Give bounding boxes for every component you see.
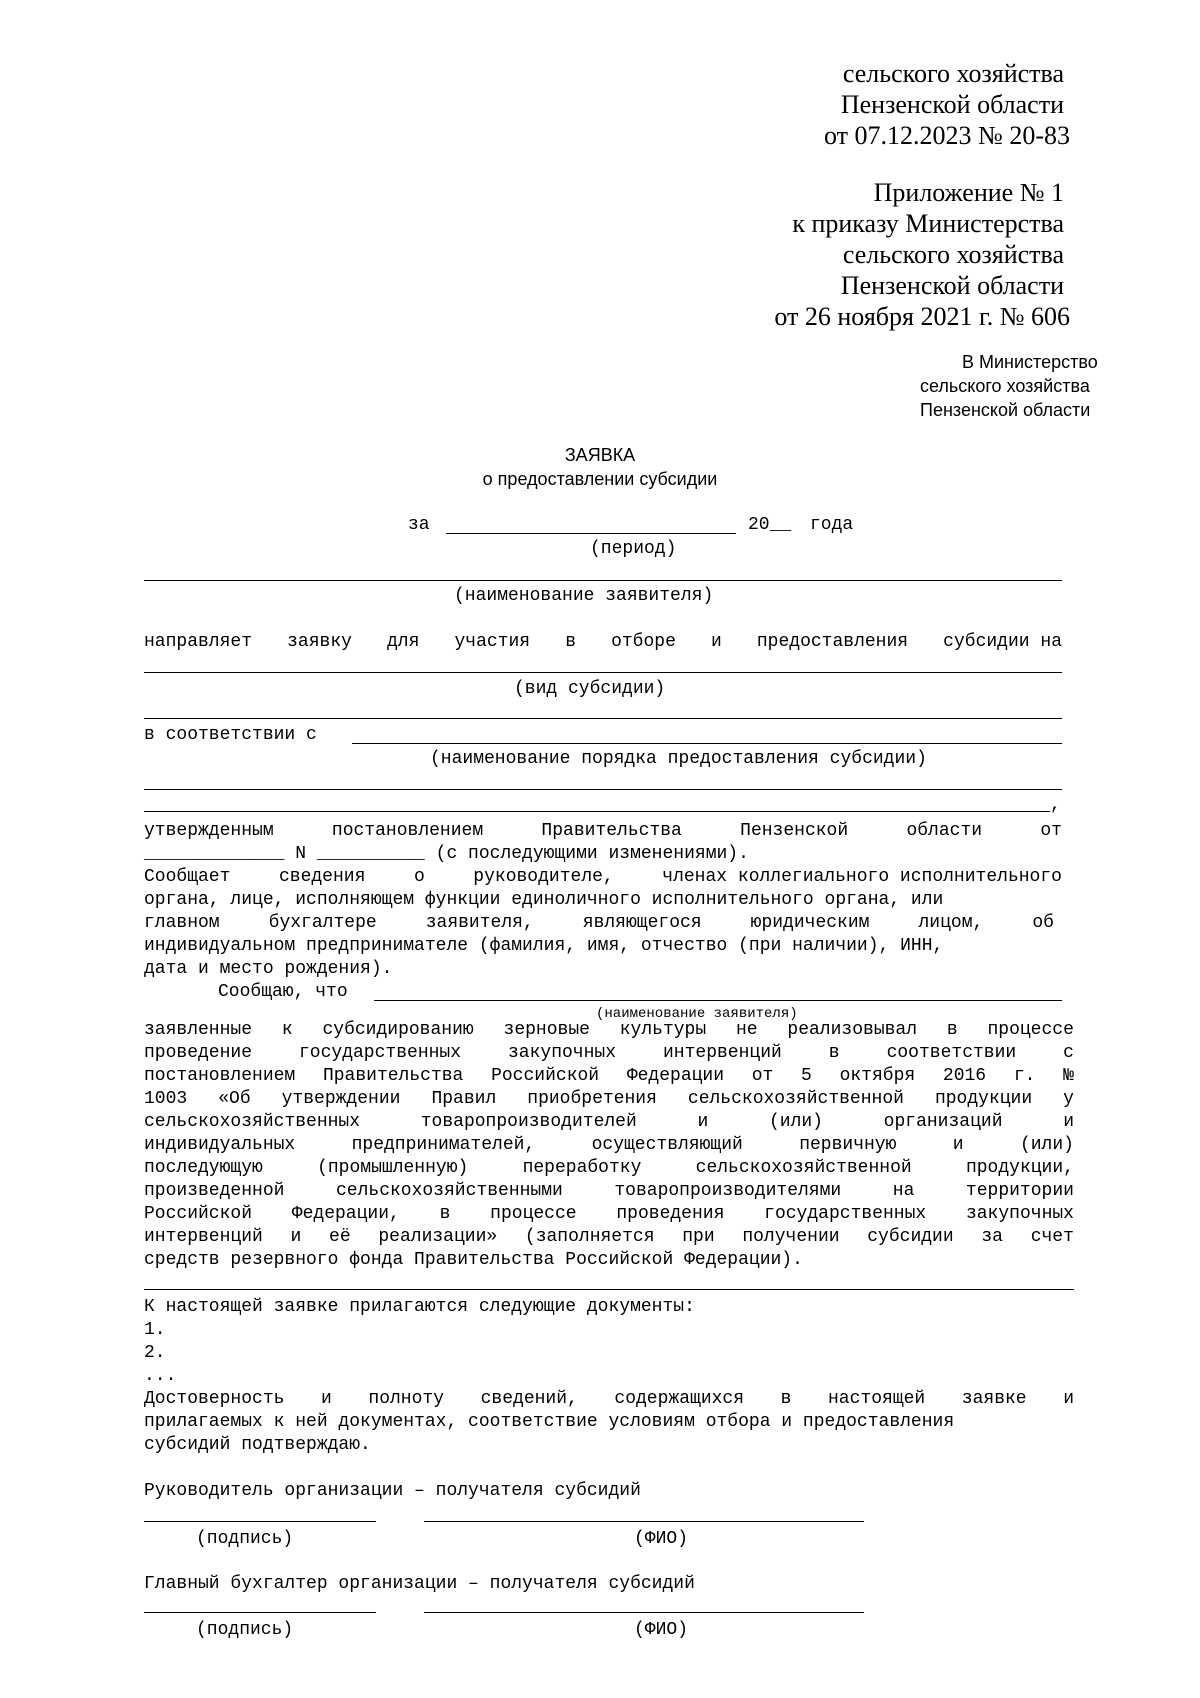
attachment-item-more: ... (144, 1366, 177, 1386)
word: в (828, 1043, 840, 1063)
word: заявку (287, 632, 352, 652)
procedure-blank-2 (144, 789, 1062, 790)
document-title (430, 443, 770, 491)
declared-line-6 (144, 1134, 1074, 1156)
word: получении (742, 1227, 840, 1247)
applicant-name-blank (144, 580, 1062, 581)
word: к (281, 1020, 293, 1040)
word: Достоверность (144, 1389, 285, 1409)
word: индивидуальных (144, 1135, 296, 1155)
word: главном (144, 913, 220, 933)
approved-line (144, 820, 1062, 842)
report-prefix: Сообщаю, что (218, 982, 348, 1002)
accountant-fio-caption: (ФИО) (634, 1620, 689, 1640)
word: последующую (144, 1158, 263, 1178)
word: её (329, 1227, 351, 1247)
inform-line-3 (144, 912, 1054, 934)
word: сельскохозяйственной (695, 1158, 912, 1178)
word: приобретения (527, 1089, 657, 1109)
word: об (1032, 913, 1054, 933)
word: полноту (368, 1389, 445, 1409)
word: Федерации, (291, 1204, 400, 1224)
word: Правил (431, 1089, 497, 1109)
head-fio-caption: (ФИО) (634, 1529, 689, 1549)
word: заявителя, (425, 913, 534, 933)
word: в (946, 1020, 958, 1040)
word: и (321, 1389, 332, 1409)
period-year-prefix: 20__ (748, 515, 792, 535)
header-line-1: сельского хозяйства (842, 59, 1064, 88)
word: и (952, 1135, 964, 1155)
word: Российской (491, 1066, 600, 1086)
head-signature-caption: (подпись) (196, 1529, 294, 1549)
subsidy-type-caption: (вид субсидии) (514, 679, 666, 699)
word: в (439, 1204, 451, 1224)
word: направляет (144, 632, 253, 652)
head-signature-blank (144, 1521, 376, 1522)
word: Сообщает (144, 867, 231, 887)
approved-line-2: _____________ N __________ (с последующими изменениями). (144, 844, 749, 864)
word: о (413, 867, 425, 887)
inform-line-1 (144, 866, 1062, 888)
word: 1003 (144, 1089, 188, 1109)
head-label: Руководитель организации – получателя субсидий (144, 1481, 641, 1501)
attachments-title: К настоящей заявке прилагаются следующие документы: (144, 1297, 695, 1317)
word: 2016 (942, 1066, 987, 1086)
word: в (780, 1389, 792, 1409)
word: (или) (1019, 1135, 1074, 1155)
word: проведения (616, 1204, 725, 1224)
word: реализации» (378, 1227, 498, 1247)
word: и (1063, 1112, 1074, 1132)
word: октября (839, 1066, 916, 1086)
word: Пензенской (740, 821, 849, 841)
word: сведения (278, 867, 366, 887)
word: товаропроизводителями (614, 1181, 842, 1201)
word: реализовывал (787, 1020, 918, 1040)
word: счет (1030, 1227, 1074, 1247)
word: настоящей (828, 1389, 926, 1409)
word: за (981, 1227, 1003, 1247)
word: первичную (799, 1135, 897, 1155)
declared-line-4 (144, 1088, 1074, 1110)
word: г. (1013, 1066, 1036, 1086)
period-blank (446, 533, 736, 534)
inform-line-5: дата и место рождения). (144, 959, 393, 979)
word: и (1063, 1389, 1074, 1409)
attachment-item-2: 2. (144, 1343, 166, 1363)
declared-line-1 (144, 1019, 1074, 1041)
word: Правительства (541, 821, 682, 841)
word: сельскохозяйственных (144, 1112, 361, 1132)
confirm-line-3: субсидий подтверждаю. (144, 1435, 371, 1455)
confirm-line-1 (144, 1388, 1074, 1410)
appendix-block (564, 177, 1070, 332)
word: постановлением (144, 1066, 296, 1086)
word: юридическим (750, 913, 870, 933)
subsidy-type-blank (144, 672, 1062, 673)
declared-line-8 (144, 1180, 1074, 1202)
word: субсидии (867, 1227, 954, 1247)
word: участия (454, 632, 531, 652)
appendix-line-1: Приложение № 1 (873, 178, 1064, 207)
appendix-line-4: Пензенской области (840, 271, 1064, 300)
addressee-line-1: В Министерство (962, 352, 1098, 372)
procedure-caption: (наименование порядка предоставления субсидии) (430, 749, 927, 769)
declared-line-3 (144, 1065, 1074, 1087)
word: от (1040, 821, 1062, 841)
title-sub: о предоставлении субсидии (482, 469, 718, 489)
word: заявке (961, 1389, 1027, 1409)
word: № (1063, 1066, 1074, 1086)
word: бухгалтере (268, 913, 377, 933)
accountant-signature-blank (144, 1612, 376, 1613)
word: заявленные (144, 1020, 253, 1040)
attachment-item-1: 1. (144, 1320, 166, 1340)
accountant-signature-caption: (подпись) (196, 1620, 294, 1640)
appendix-line-5: от 26 ноября 2021 г. № 606 (774, 302, 1070, 331)
word: переработку (522, 1158, 642, 1178)
word: Федерации (626, 1066, 725, 1086)
word: в (565, 632, 576, 652)
word: с (1063, 1043, 1074, 1063)
header-line-3: от 07.12.2023 № 20-83 (824, 121, 1070, 150)
word: культуры (619, 1020, 707, 1040)
procedure-comma: , (1050, 795, 1061, 815)
word: произведенной (144, 1181, 285, 1201)
accountant-fio-blank (424, 1612, 864, 1613)
word: являющегося (582, 913, 702, 933)
word: отборе (611, 632, 676, 652)
word: предоставления (756, 632, 909, 652)
word: утвержденным (144, 821, 274, 841)
word: Российской (144, 1204, 253, 1224)
word: товаропроизводителей (420, 1112, 637, 1132)
word: и (710, 632, 722, 652)
declared-line-9 (144, 1203, 1074, 1225)
word: сельскохозяйственной (687, 1089, 904, 1109)
direction-line (144, 631, 1062, 653)
word: на (892, 1181, 915, 1201)
declared-line-11: средств резервного фонда Правительства Российской Федерации). (144, 1250, 803, 1270)
word: области (906, 821, 983, 841)
declared-line-7 (144, 1157, 1074, 1179)
declared-line-2 (144, 1042, 1074, 1064)
period-caption: (период) (590, 539, 677, 559)
addressee-block (920, 350, 1098, 422)
applicant-name-caption: (наименование заявителя) (454, 586, 714, 606)
word: проведение (144, 1043, 253, 1063)
word: и (290, 1227, 302, 1247)
procedure-blank (352, 743, 1062, 744)
procedure-blank-3 (144, 811, 1050, 812)
section-divider (144, 1289, 1074, 1290)
inform-line-4: индивидуальном предпринимателе (фамилия, имя, отчество (при наличии), ИНН, (144, 936, 944, 956)
word: соответствии (886, 1043, 1017, 1063)
word: постановлением (331, 821, 484, 841)
word: содержащихся (614, 1389, 745, 1409)
appendix-line-2: к приказу Министерства (792, 209, 1064, 238)
word: продукции, (965, 1158, 1074, 1178)
declared-line-5 (144, 1111, 1074, 1133)
word: субсидии на (943, 632, 1062, 652)
word: (промышленную) (317, 1158, 469, 1178)
word: осуществляющий (591, 1135, 743, 1155)
word: процессе (987, 1020, 1074, 1040)
word: зерновые (503, 1020, 590, 1040)
word: для (387, 632, 420, 652)
title-main: ЗАЯВКА (564, 445, 636, 465)
word: продукции (934, 1089, 1033, 1109)
word: «Об (218, 1089, 251, 1109)
word: не (735, 1020, 758, 1040)
word: утверждении (281, 1089, 401, 1109)
period-prefix: за (408, 515, 430, 535)
header-top-block (564, 58, 1070, 151)
word: закупочных (965, 1204, 1074, 1224)
accordance-top-rule (144, 718, 1062, 719)
word: государственных (764, 1204, 927, 1224)
declared-line-10 (144, 1226, 1074, 1248)
word: 5 (801, 1066, 812, 1086)
word: закупочных (508, 1043, 617, 1063)
word: при (682, 1227, 715, 1247)
word: у (1063, 1089, 1074, 1109)
word: членах коллегиального исполнительного (662, 867, 1062, 887)
appendix-line-3: сельского хозяйства (842, 240, 1064, 269)
accountant-label: Главный бухгалтер организации – получателя субсидий (144, 1574, 695, 1594)
period-year-suffix: года (810, 515, 854, 535)
addressee-line-3: Пензенской области (920, 400, 1091, 420)
word: (заполняется (524, 1227, 655, 1247)
word: субсидированию (322, 1020, 474, 1040)
header-line-2: Пензенской области (840, 90, 1064, 119)
report-blank (374, 1000, 1062, 1001)
word: процессе (490, 1204, 577, 1224)
inform-line-2: органа, лице, исполняющем функции единоличного исполнительного органа, или (144, 890, 944, 910)
word: интервенций (663, 1043, 782, 1063)
word: Правительства (322, 1066, 464, 1086)
word: территории (965, 1181, 1074, 1201)
word: интервенций (144, 1227, 263, 1247)
word: от (751, 1066, 774, 1086)
word: и (697, 1112, 709, 1132)
word: государственных (299, 1043, 462, 1063)
word: сельскохозяйственными (335, 1181, 563, 1201)
applicant-name-caption-small: (наименование заявителя) (596, 1006, 798, 1022)
word: руководителе, (473, 867, 614, 887)
word: (или) (768, 1112, 823, 1132)
word: лицом, (918, 913, 984, 933)
word: сведений, (480, 1389, 578, 1409)
word: предпринимателей, (351, 1135, 536, 1155)
addressee-line-2: сельского хозяйства (920, 376, 1090, 396)
in-accordance-label: в соответствии с (144, 725, 317, 745)
confirm-line-2: прилагаемых к ней документах, соответствие условиям отбора и предоставления (144, 1412, 955, 1432)
head-fio-blank (424, 1521, 864, 1522)
word: организаций (883, 1112, 1003, 1132)
